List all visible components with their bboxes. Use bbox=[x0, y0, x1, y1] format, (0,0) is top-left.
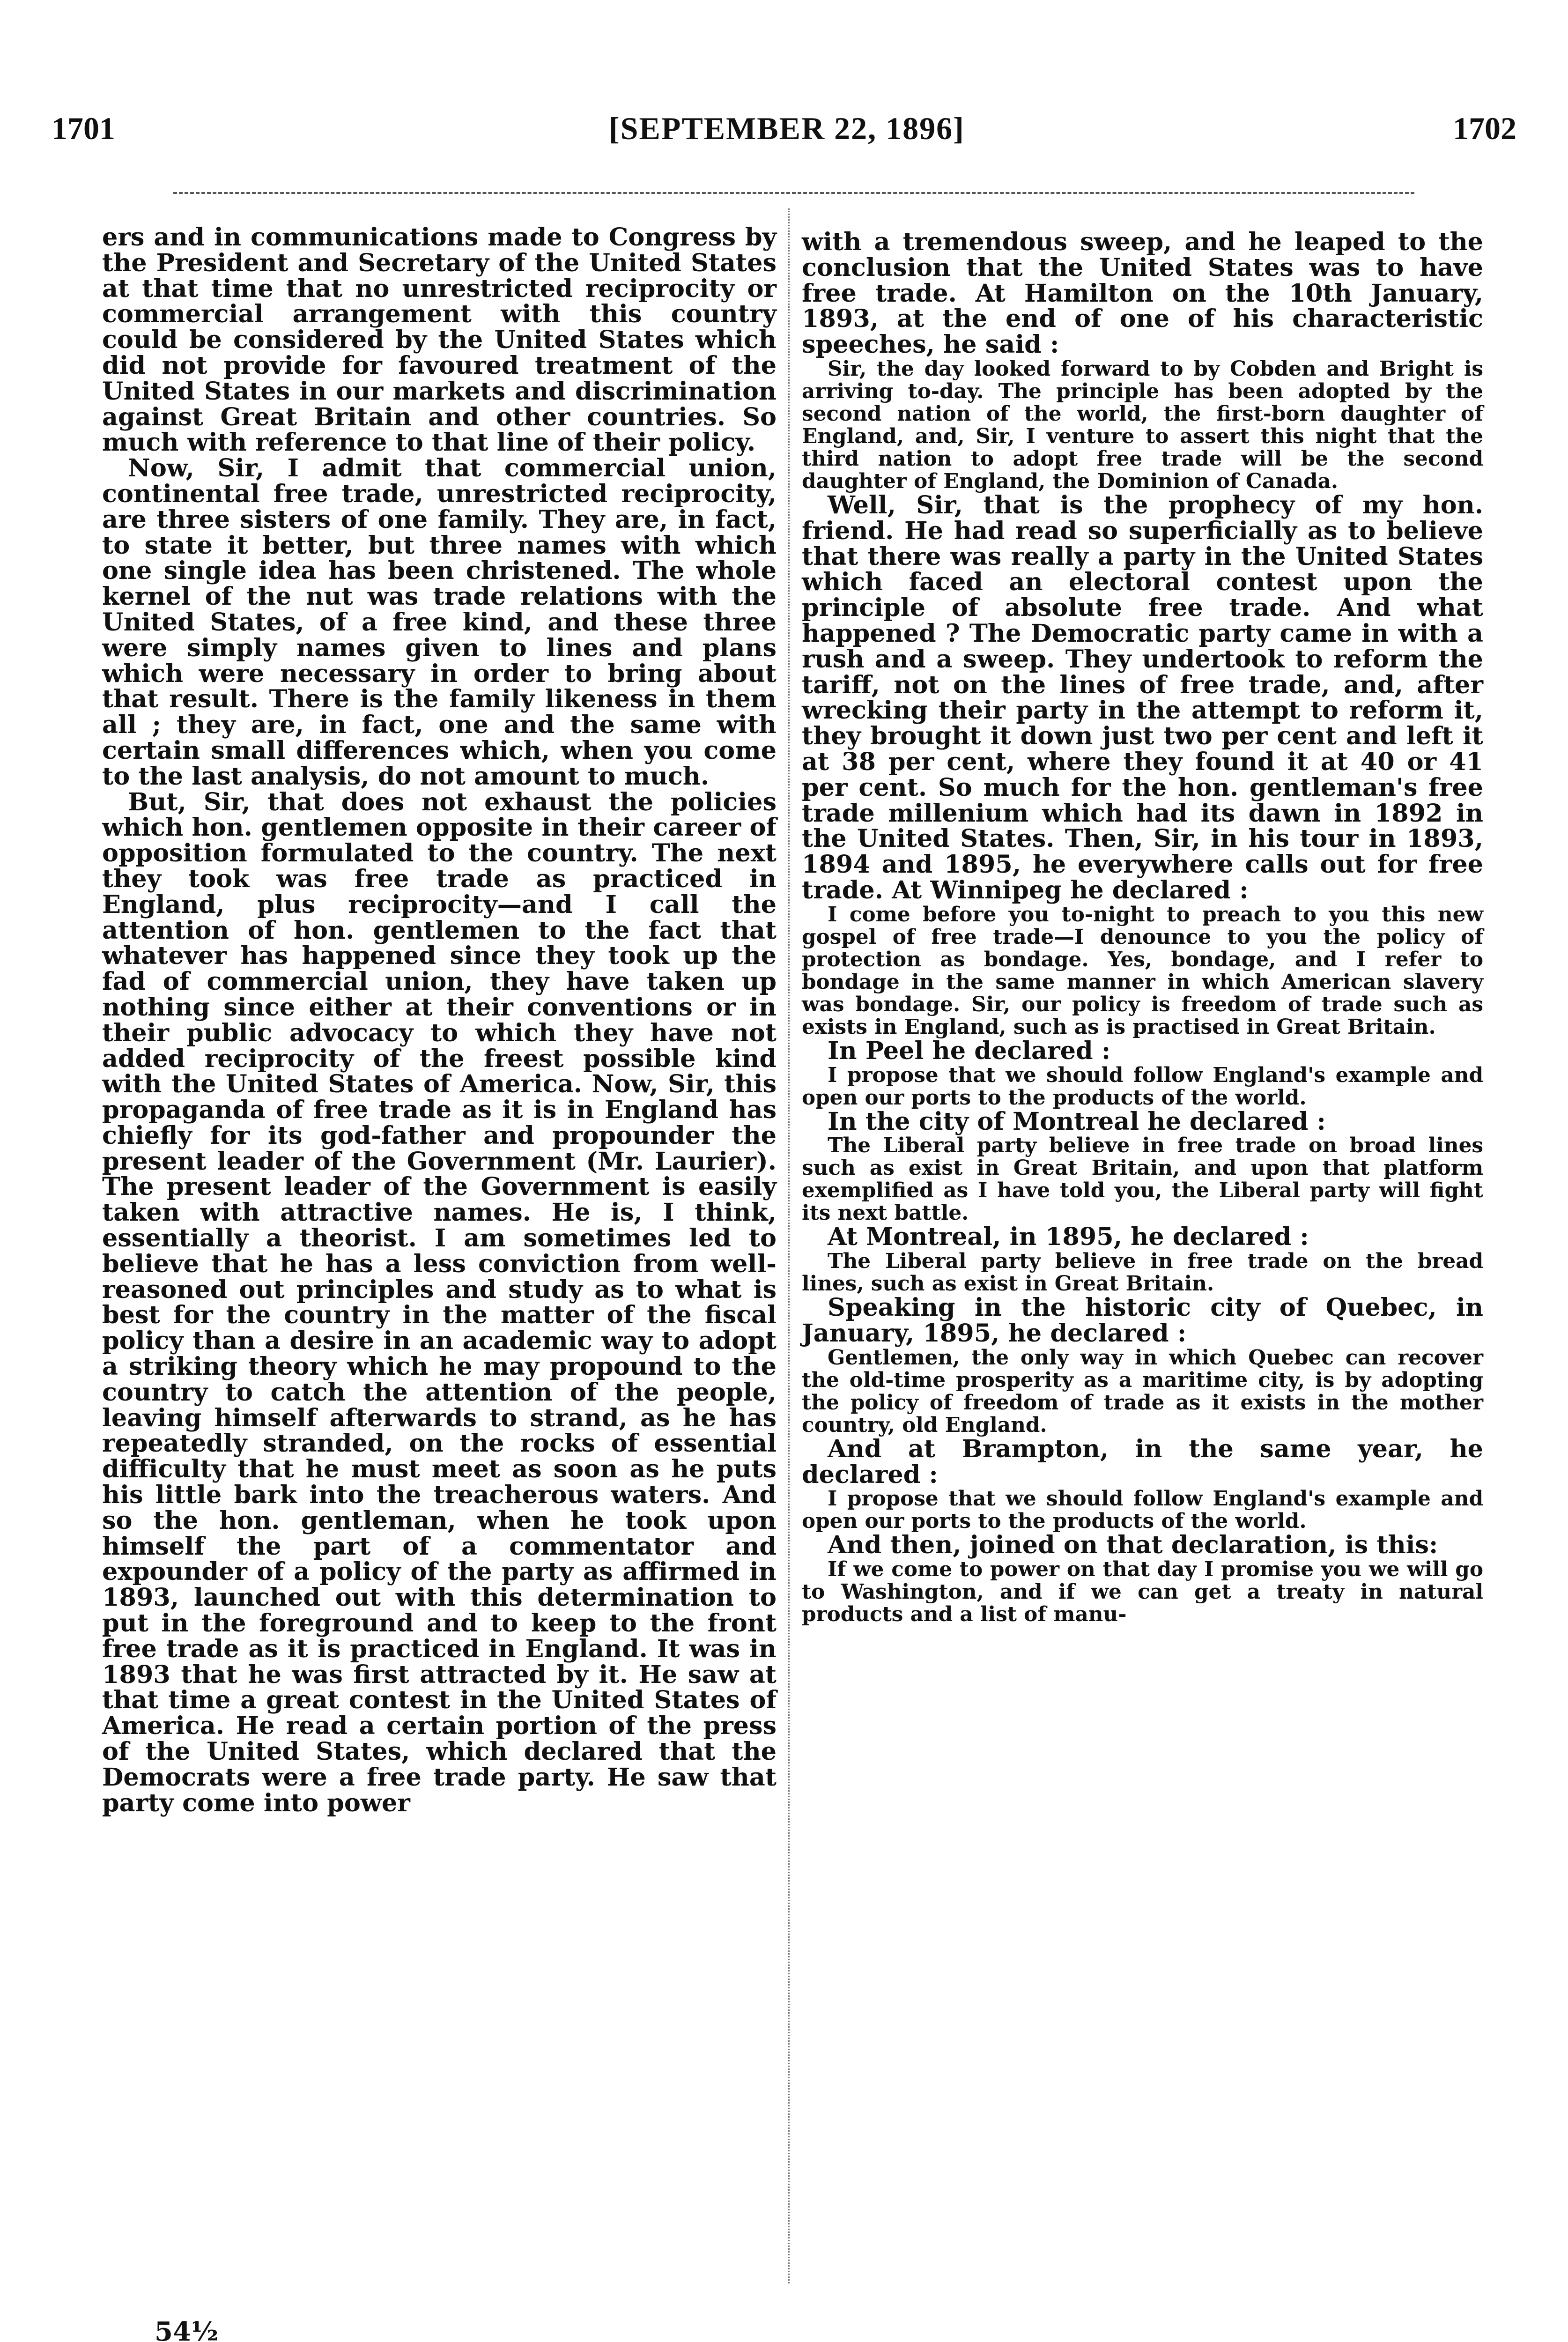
quote-winnipeg: I come before you to-night to preach to you this new gospel of free trade—I denounce to you the policy of protection as bondage. Yes, bondage, and I refer to bondage in the same manner in which American slavery was bondage. Sir, our policy is freedom of trade such as exists in England, such as is practised in Great Britain. bbox=[802, 902, 1483, 1039]
page-number-right: 1702 bbox=[1453, 111, 1516, 146]
left-column bbox=[102, 225, 777, 1816]
right-paragraph-4: In the city of Montreal he declared : bbox=[828, 1107, 1326, 1136]
right-paragraph-1: with a tremendous sweep, and he leaped to the conclusion that the United States was to have free trade. At Hamilton on the 10th January, 1893, at the end of one of his characteristic speeches, he said : bbox=[802, 228, 1483, 359]
column-divider bbox=[788, 208, 790, 2283]
page-number-left: 1701 bbox=[52, 111, 115, 146]
header-rule bbox=[173, 192, 1414, 194]
quote-hamilton: Sir, the day looked forward to by Cobden and Bright is arriving to-day. The principle has been adopted by the second nation of the world, the first-born daughter of England, and, Sir, I venture to assert this night that the third nation to adopt free trade will be the second daughter of England, the Dominion of Canada. bbox=[802, 356, 1483, 493]
right-paragraph-3: In Peel he declared : bbox=[828, 1036, 1111, 1065]
left-paragraph-1: ers and in communications made to Congress by the President and Secretary of the United States at that time that no unrestricted reciprocity or commercial arrangement with this country could be considered by the United States which did not provide for favoured treatment of the United States in our markets and discrimination against Great Britain and other countries. So much with reference to that line of their policy. bbox=[102, 223, 777, 457]
quote-montreal: The Liberal party believe in free trade on broad lines such as exist in Great Britain, and upon that platform exemplified as I have told you, the Liberal party will fight its next battle. bbox=[802, 1134, 1483, 1225]
left-paragraph-3: But, Sir, that does not exhaust the policies which hon. gentlemen opposite in their career of opposition formulated to the country. The next they took was free trade as practiced in England, plus reciprocity—and I call the attention of hon. gentlemen to the fact that whatever has happened since they took up the fad of commercial union, they have taken up nothing since either at their conventions or in their public advocacy to which they have not added reciprocity of the freest possible kind with the United States of America. Now, Sir, this propaganda of free trade as it is in England has chiefly for its god-father and propounder the present leader of the Government (Mr. Laurier). The present leader of the Government is easily taken with attractive names. He is, I think, essentially a theorist. I am sometimes led to believe that he has a less conviction from well-reasoned out principles and study as to what is best for the country in the matter of the fiscal policy than a desire in an academic way to adopt a striking theory which he may propound to the country to catch the attention of the people, leaving himself afterwards to strand, as he has repeatedly stranded, on the rocks of essential difficulty that he must meet as soon as he puts his little bark into the treacherous waters. And so the hon. gentleman, when he took upon himself the part of a commentator and expounder of a policy of the party as affirmed in 1893, launched out with this determination to put in the foreground and to keep to the front free trade as it is practiced in England. It was in 1893 that he was first attracted by it. He saw at that time a great contest in the United States of America. He read a certain portion of the press of the United States, which declared that the Democrats were a free trade party. He saw that party come into power bbox=[102, 787, 777, 1817]
left-paragraph-2: Now, Sir, I admit that commercial union, continental free trade, unrestricted reciprocity, are three sisters of one family. They are, in fact, to state it better, but three names with which one single idea has been christened. The whole kernel of the nut was trade relations with the United States, of a free kind, and these three were simply names given to lines and plans which were necessary in order to bring about that result. There is the family likeness in them all ; they are, in fact, one and the same with certain small differences which, when you come to the last analysis, do not amount to much. bbox=[102, 454, 777, 791]
right-paragraph-7: And at Brampton, in the same year, he declared : bbox=[802, 1434, 1483, 1489]
quote-quebec: Gentlemen, the only way in which Quebec can recover the old-time prosperity as a maritime city, is by adopting the policy of freedom of trade as it exists in the mother country, old England. bbox=[802, 1345, 1483, 1437]
right-paragraph-5: At Montreal, in 1895, he declared : bbox=[828, 1223, 1309, 1252]
quote-peel: I propose that we should follow England's example and open our ports to the products of the world. bbox=[802, 1063, 1483, 1110]
right-column bbox=[802, 230, 1483, 1626]
page-header bbox=[52, 110, 1516, 157]
quote-washington: If we come to power on that day I promise you we will go to Washington, and if we can get a treaty in natural products and a list of manu- bbox=[802, 1557, 1483, 1627]
quote-brampton: I propose that we should follow England's example and open our ports to the products of the world. bbox=[802, 1487, 1483, 1534]
header-date: [SEPTEMBER 22, 1896] bbox=[609, 111, 965, 146]
right-paragraph-6: Speaking in the historic city of Quebec, in January, 1895, he declared : bbox=[802, 1293, 1483, 1348]
quote-montreal-1895: The Liberal party believe in free trade on the bread lines, such as exist in Great Britain. bbox=[802, 1249, 1483, 1296]
right-paragraph-8: And then, joined on that declaration, is this: bbox=[828, 1531, 1438, 1560]
right-paragraph-2: Well, Sir, that is the prophecy of my hon. friend. He had read so superficially as to believe that there was really a party in the United States which faced an electoral contest upon the principle of absolute free trade. And what happened ? The Democratic party came in with a rush and a sweep. They undertook to reform the tariff, not on the lines of free trade, and, after wrecking their party in the attempt to reform it, they brought it down just two per cent and left it at 38 per cent, where they found it at 40 or 41 per cent. So much for the hon. gentleman's free trade millenium which had its dawn in 1892 in the United States. Then, Sir, in his tour in 1893, 1894 and 1895, he everywhere calls out for free trade. At Winnipeg he declared : bbox=[802, 490, 1483, 904]
signature-mark: 54½ bbox=[155, 2316, 219, 2342]
